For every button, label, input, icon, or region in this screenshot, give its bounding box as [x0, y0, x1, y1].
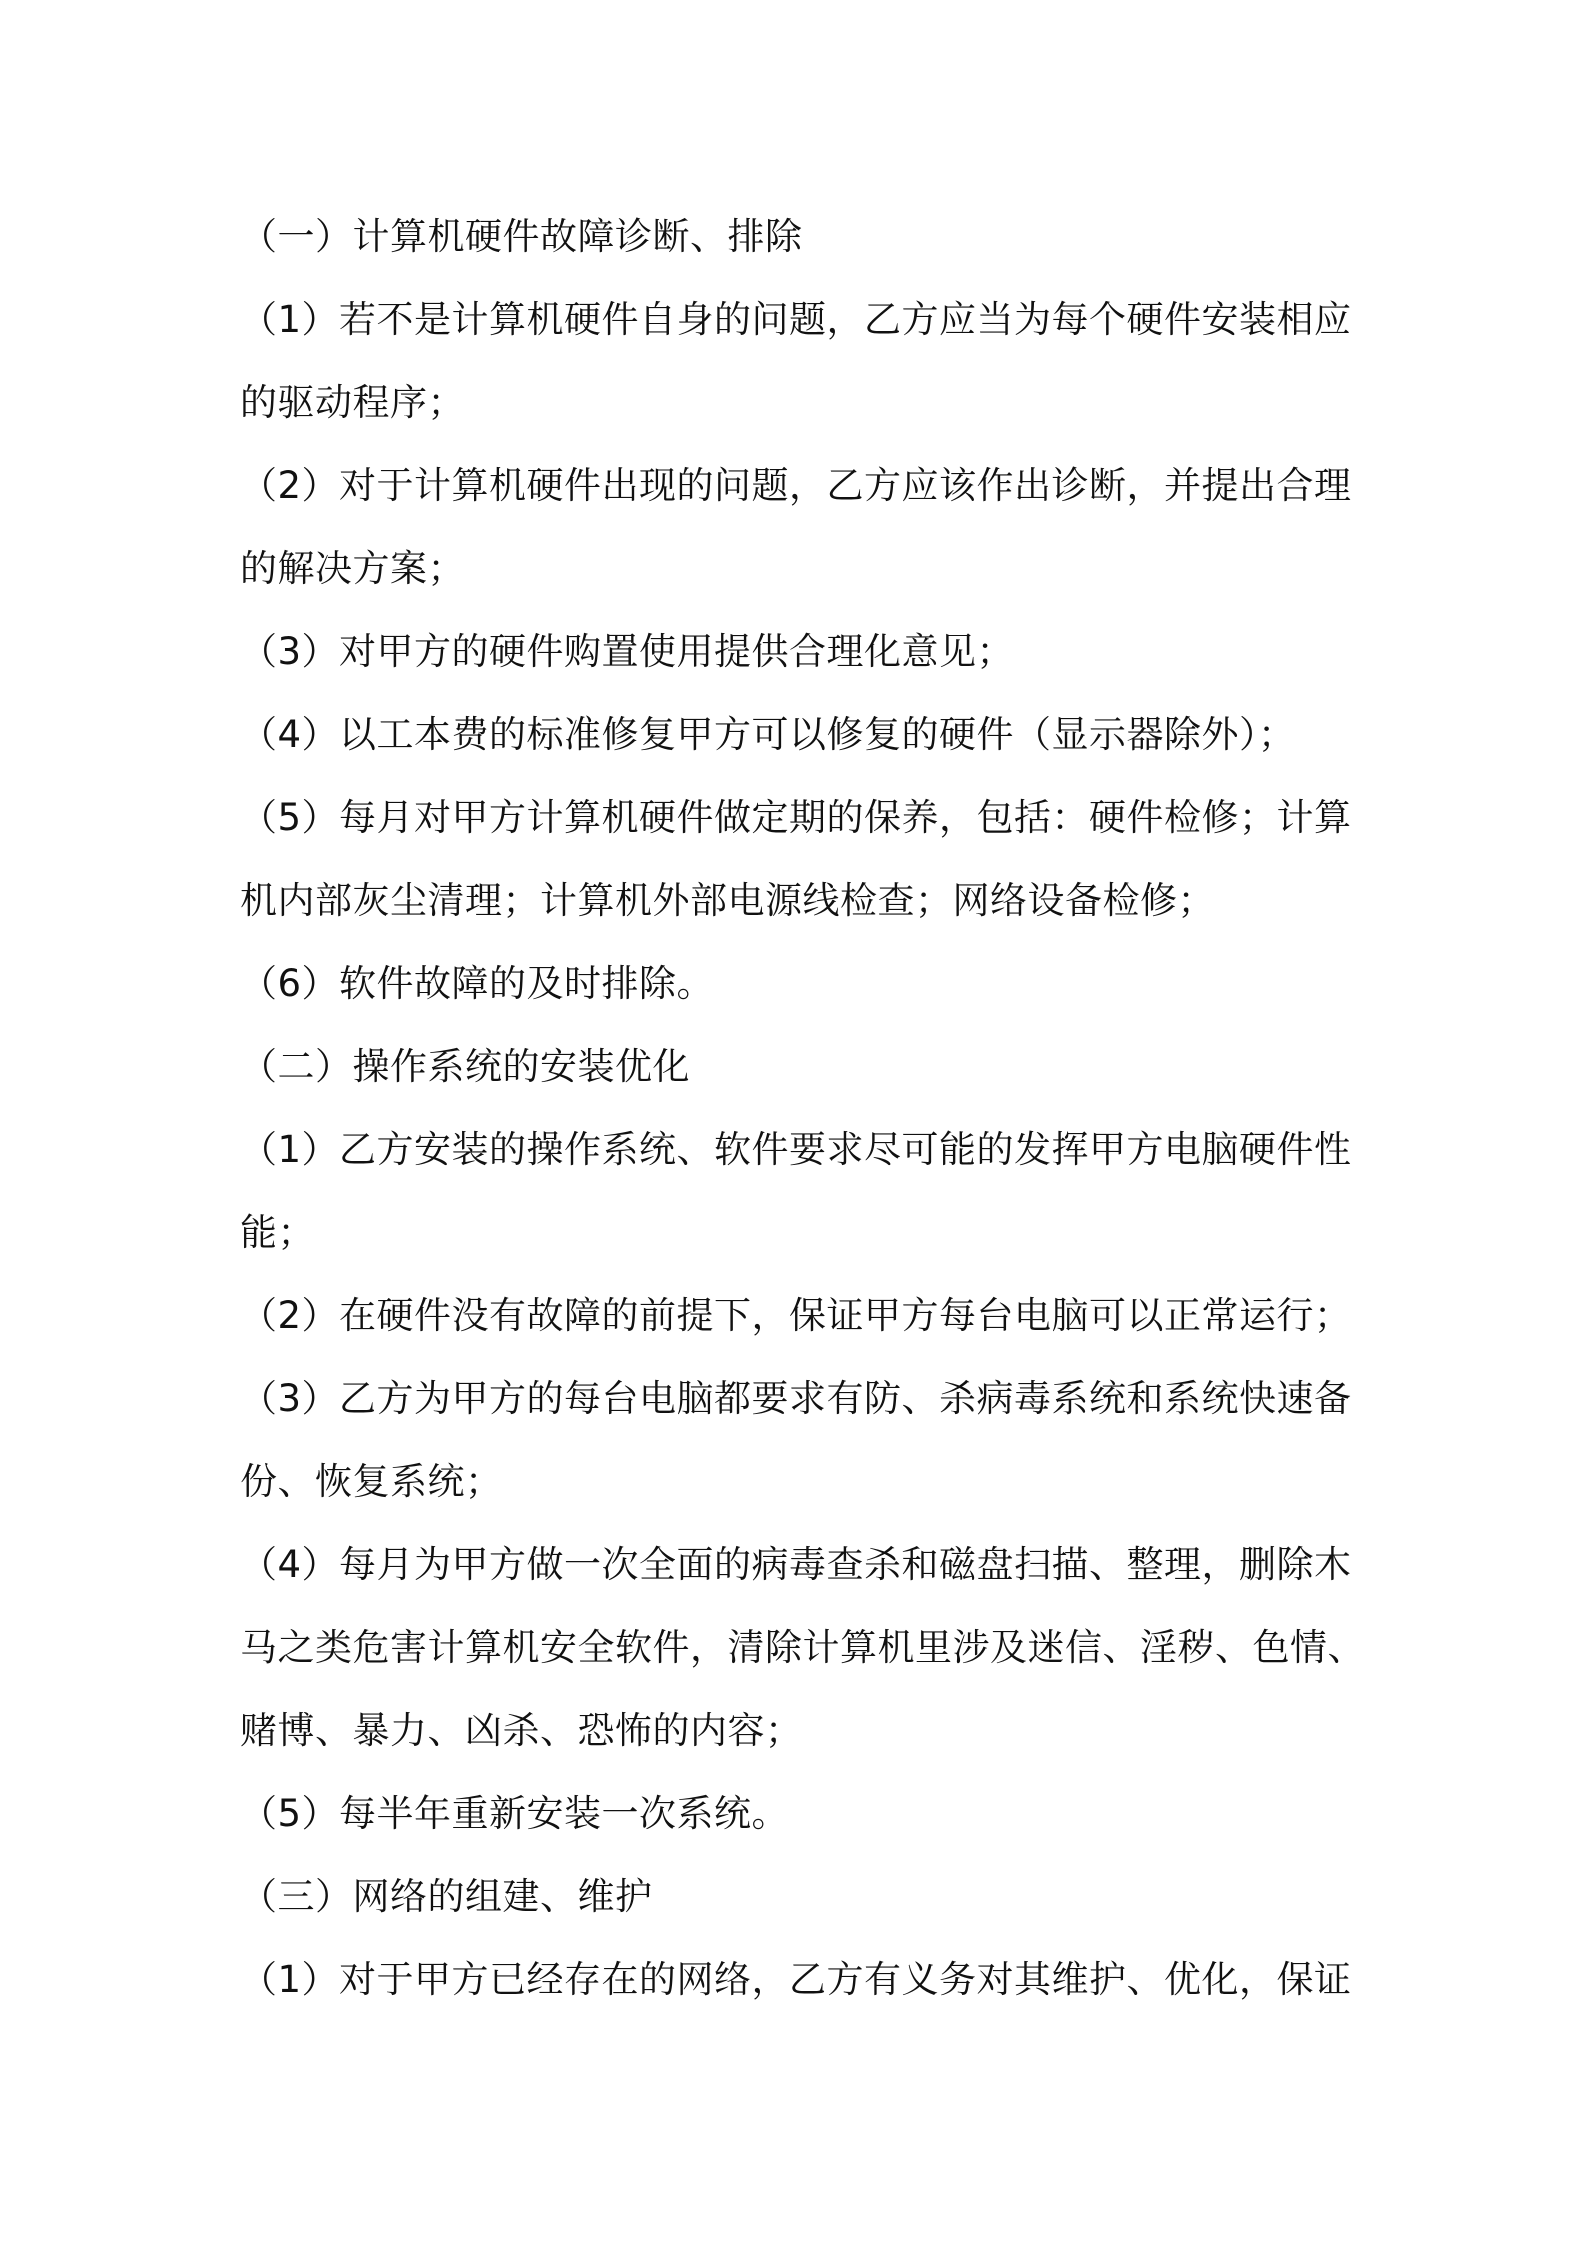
paragraph-line: （1）乙方安装的操作系统、软件要求尽可能的发挥甲方电脑硬件性 — [240, 1128, 1352, 1171]
paragraph-line: （3）乙方为甲方的每台电脑都要求有防、杀病毒系统和系统快速备 — [240, 1377, 1352, 1420]
document-page — [240, 195, 1365, 2021]
paragraph-line: 机内部灰尘清理；计算机外部电源线检查；网络设备检修； — [240, 879, 1215, 922]
paragraph-line: （3）对甲方的硬件购置使用提供合理化意见； — [240, 630, 1015, 673]
paragraph-line: 能； — [240, 1211, 315, 1254]
paragraph-line: （6）软件故障的及时排除。 — [240, 962, 715, 1005]
paragraph-line: （4）以工本费的标准修复甲方可以修复的硬件（显示器除外）； — [240, 713, 1296, 756]
paragraph-line: 马之类危害计算机安全软件，清除计算机里涉及迷信、淫秽、色情、 — [240, 1626, 1365, 1669]
paragraph-line: 份、恢复系统； — [240, 1460, 503, 1503]
section-heading-hardware: （一）计算机硬件故障诊断、排除 — [240, 215, 803, 258]
paragraph-line: 的驱动程序； — [240, 381, 465, 424]
paragraph-line: 的解决方案； — [240, 547, 465, 590]
paragraph-line: （1）对于甲方已经存在的网络，乙方有义务对其维护、优化，保证 — [240, 1958, 1352, 2001]
section-heading-network: （三）网络的组建、维护 — [240, 1875, 653, 1918]
paragraph-line: （4）每月为甲方做一次全面的病毒查杀和磁盘扫描、整理，删除木 — [240, 1543, 1352, 1586]
paragraph-line: （5）每半年重新安装一次系统。 — [240, 1792, 790, 1835]
paragraph-line: 赌博、暴力、凶杀、恐怖的内容； — [240, 1709, 803, 1752]
paragraph-line: （2）对于计算机硬件出现的问题，乙方应该作出诊断，并提出合理 — [240, 464, 1352, 507]
paragraph-line: （1）若不是计算机硬件自身的问题，乙方应当为每个硬件安装相应 — [240, 298, 1352, 341]
paragraph-line: （2）在硬件没有故障的前提下，保证甲方每台电脑可以正常运行； — [240, 1294, 1352, 1337]
section-heading-os: （二）操作系统的安装优化 — [240, 1045, 690, 1088]
paragraph-line: （5）每月对甲方计算机硬件做定期的保养，包括：硬件检修；计算 — [240, 796, 1352, 839]
